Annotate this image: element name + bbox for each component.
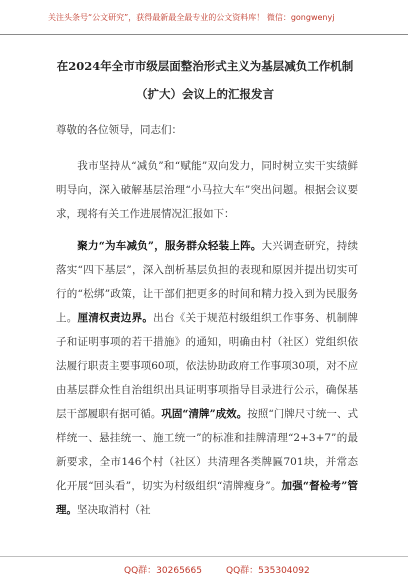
text-investigation: 大兴调查研究，持续落实“四下基层”，深入剖析基层负担的表现和原因并提出切实可行的“松绑”政策，让干部们把更多的时间和精力投入到为民服务上。 [56, 240, 358, 324]
text-signs: 按照“门牌尺寸统一、式样统一、悬挂统一、施工统一”的标准和挂牌清理“2+3+7”的最新要求，全市146个村（社区）共清理各类牌匾701块，并常态化开展“回头看”，切实为村级组织“清牌瘦身”。 [56, 408, 358, 492]
heading-clear-signs: 巩固“清牌”成效。 [161, 408, 248, 420]
document-title-line1: 在2024年全市市级层面整治形式主义为基层减负工作机制 [56, 59, 354, 73]
header-banner [0, 0, 408, 35]
footer-banner [0, 556, 408, 581]
text-supervision: 坚决取消村（社 [77, 504, 151, 516]
document-title-line2: （扩大）会议上的汇报发言 [136, 87, 274, 101]
text-duties: 出台《关于规范村级组织工作事务、机制牌子和证明事项的若干措施》的通知，明确由村（社区）党组织依法履行职责主要事项60项，依法协助政府工作事项30项，对不应由基层群众性自治组织出具证明事项指导目录进行公示，确保基层干部履职有据可循。 [56, 312, 359, 420]
heading-reduce-burden: 聚力“为车减负”，服务群众轻装上阵。 [77, 240, 262, 252]
intro-text: 我市坚持从“减负”和“赋能”双向发力，同时树立实干实绩鲜明导向，深入破解基层治理“小马拉大车”突出问题。根据会议要求，现将有关工作进展情况汇报如下： [56, 160, 358, 220]
heading-clarify-duties: 厘清权责边界。 [77, 312, 154, 324]
header-banner-text: 关注头条号“公文研究”，获得最新最全最专业的公文资料库！ 微信：gongwenyj [48, 13, 335, 22]
intro-paragraph [56, 154, 358, 226]
salutation: 尊敬的各位领导，同志们： [56, 124, 182, 136]
heading-supervision: 加强“督检考”管理。 [56, 480, 358, 516]
footer-qq-group-1: QQ群：30265665 [124, 566, 202, 576]
section-paragraph [56, 234, 358, 522]
footer-qq-group-2: QQ群：535304092 [226, 566, 310, 576]
